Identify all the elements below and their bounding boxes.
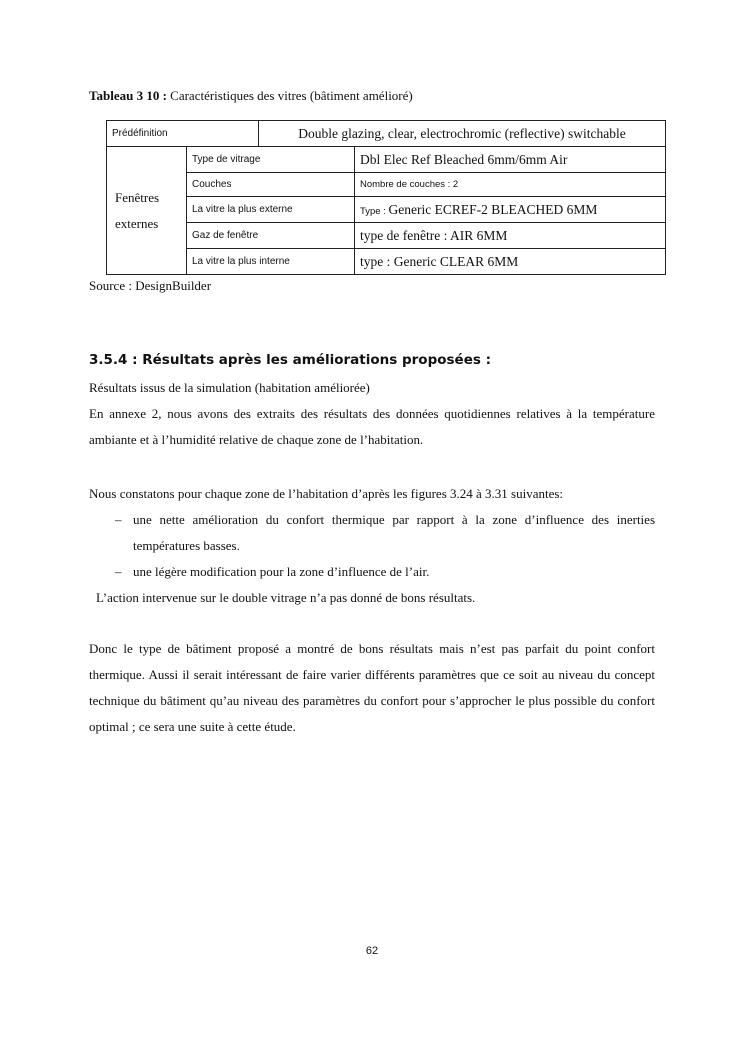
row-value-text: Generic ECREF-2 BLEACHED 6MM <box>388 201 598 217</box>
table-row <box>107 223 666 249</box>
group-label-cell <box>107 147 187 275</box>
list-item-text: une nette amélioration du confort thermique par rapport à la zone d’influence des inerties températures basses. <box>133 512 655 553</box>
row-label: Gaz de fenêtre <box>187 223 355 249</box>
table-source: Source : DesignBuilder <box>89 278 212 293</box>
table-row <box>107 147 666 173</box>
predefinition-label: Prédéfinition <box>107 121 259 147</box>
glazing-table <box>106 120 666 275</box>
row-value <box>355 249 666 275</box>
group-label-line1: Fenêtres <box>115 189 160 205</box>
row-value-text: Dbl Elec Ref Bleached 6mm/6mm Air <box>360 151 568 167</box>
bullet-dash: – <box>115 564 122 579</box>
row-value-prefix: Type : <box>360 205 389 217</box>
table-row <box>107 121 666 147</box>
bullet-dash: – <box>115 512 122 527</box>
table-caption-text: Caractéristiques des vitres (bâtiment amélioré) <box>170 88 413 103</box>
table-caption <box>89 88 413 104</box>
section-title: 3.5.4 : Résultats après les améliorations proposées : <box>89 352 492 368</box>
table-row <box>107 249 666 275</box>
row-value <box>355 223 666 249</box>
group-label-line2: externes <box>115 215 159 231</box>
row-value-text: type de fenêtre : AIR 6MM <box>360 227 508 243</box>
list-item-text: une légère modification pour la zone d’influence de l’air. <box>133 564 430 579</box>
row-value <box>355 197 666 223</box>
row-value <box>355 147 666 173</box>
paragraph-conclusion: Donc le type de bâtiment proposé a montré de bons résultats mais n’est pas parfait du point confort thermique. Aussi il serait intéressant de faire varier différents paramètres que ce soit au niveau du concept technique du bâtiment qu’au niveau des paramètres du confort pour s’approcher le plus possible du confort optimal ; ce sera une suite à cette étude. <box>89 641 655 734</box>
row-value <box>355 173 666 197</box>
table-caption-label: Tableau 3 10 : <box>89 88 167 103</box>
predefinition-value: Double glazing, clear, electrochromic (reflective) switchable <box>259 121 666 147</box>
row-label: Type de vitrage <box>187 147 355 173</box>
row-label: La vitre la plus externe <box>187 197 355 223</box>
paragraph-findings-intro: Nous constatons pour chaque zone de l’habitation d’après les figures 3.24 à 3.31 suivantes: <box>89 486 564 501</box>
row-label: Couches <box>187 173 355 197</box>
paragraph-double-glazing: L’action intervenue sur le double vitrage n’a pas donné de bons résultats. <box>96 590 476 605</box>
paragraph-annex: En annexe 2, nous avons des extraits des résultats des données quotidiennes relatives à la température ambiante et à l’humidité relative de chaque zone de l’habitation. <box>89 406 655 447</box>
list-item <box>89 507 655 559</box>
table-row <box>107 197 666 223</box>
list-item <box>89 559 655 585</box>
row-value-text: type : Generic CLEAR 6MM <box>360 253 519 269</box>
row-value-text: Nombre de couches : 2 <box>360 179 459 190</box>
findings-list <box>89 507 655 585</box>
row-label: La vitre la plus interne <box>187 249 355 275</box>
subtitle: Résultats issus de la simulation (habitation améliorée) <box>89 380 370 395</box>
table-row <box>107 173 666 197</box>
page-number: 62 <box>365 945 379 957</box>
